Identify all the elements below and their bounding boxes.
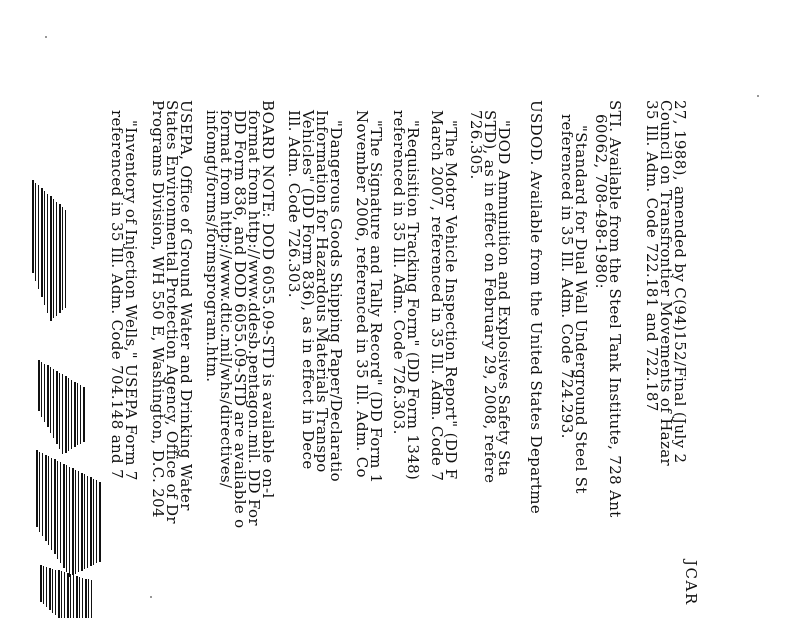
stamp-bar <box>44 364 45 422</box>
stamp-bar <box>64 572 65 618</box>
stamp-bar <box>47 365 49 427</box>
stamp-bar <box>99 482 101 562</box>
stamp-bar <box>50 367 51 433</box>
text-line: 35 Ill. Adm. Code 722.181 and 722.187 <box>643 100 661 412</box>
barcode-stamp-icon <box>0 0 120 618</box>
stamp-bar <box>65 376 67 452</box>
stamp-bar <box>41 362 42 417</box>
stamp-bar <box>72 468 74 575</box>
stamp-bar <box>91 580 92 618</box>
scan-speck <box>45 36 47 38</box>
stamp-bar <box>56 202 57 316</box>
text-line: "Standard for Dual Wall Underground Steel St <box>572 125 590 494</box>
stamp-bar <box>49 568 51 610</box>
stamp-bar <box>76 576 78 618</box>
text-line: March 2007, referenced in 35 Ill. Adm. Code 7 <box>428 110 446 482</box>
stamp-bar <box>40 565 42 602</box>
stamp-bar <box>71 380 72 449</box>
text-line: Ill. Adm. Code 726.303. <box>285 110 303 298</box>
stamp-bar <box>70 574 71 618</box>
stamp-bar <box>43 566 44 605</box>
stamp-bar <box>81 473 83 571</box>
stamp-bar <box>67 573 69 618</box>
stamp-bar <box>83 387 85 442</box>
stamp-bar <box>48 456 49 545</box>
text-line: Programs Division, WH 550 E, Washington, D.C. 204 <box>149 100 167 518</box>
stamp-bar <box>68 378 69 451</box>
stamp-bar <box>56 371 58 444</box>
stamp-bar <box>74 382 76 448</box>
stamp-bar <box>44 191 45 305</box>
text-line: "Requisition Tracking Form" (DD Form 1348) <box>404 120 422 481</box>
text-line: referenced in 35 Ill. Adm. Code 726.303. <box>390 110 408 435</box>
stamp-bar <box>57 461 58 559</box>
stamp-bar <box>35 183 36 281</box>
text-line: STI. Available from the Steel Tank Institute, 728 Ant <box>606 100 624 518</box>
stamp-bar <box>42 453 43 536</box>
text-line: Information for Hazardous Materials Transpo <box>313 110 331 473</box>
text-line: "Inventory of Injection Wells," USEPA Form 7 <box>122 120 140 481</box>
stamp-bar <box>63 464 65 568</box>
text-line: 726.305. <box>467 110 485 180</box>
stamp-bar <box>93 479 94 565</box>
stamp-bar <box>75 470 76 574</box>
stamp-bar <box>59 204 61 313</box>
stamp-bar <box>45 455 47 541</box>
text-line: Vehicles" (DD Form 836), as in effect in Dece <box>299 110 317 470</box>
text-line: USDOD. Available from the United States Departme <box>527 100 545 515</box>
stamp-bar <box>53 199 54 319</box>
stamp-bar <box>52 569 53 613</box>
text-line: referenced in 35 Ill. Adm. Code 724.293. <box>558 114 576 439</box>
stamp-bar <box>39 452 40 532</box>
stamp-bar <box>69 467 70 577</box>
stamp-bar <box>53 369 54 438</box>
stamp-bar <box>62 207 63 310</box>
text-line: November 2006, referenced in 35 Ill. Adm. Co <box>353 110 371 478</box>
text-line: "The Signature and Tally Record" (DD Form 1 <box>367 120 385 484</box>
rotated-text-block <box>108 0 700 618</box>
stamp-bar <box>46 567 47 607</box>
stamp-bar <box>47 194 48 314</box>
stamp-bar <box>88 579 89 618</box>
scan-speck <box>757 95 759 97</box>
text-line: DD Form 836, and DOD 6055.09-STD are available o <box>231 110 249 529</box>
stamp-bar <box>54 459 56 554</box>
stamp-bar <box>51 458 52 550</box>
text-line: 27, 1988), amended by C(94)152/Final (July 2 <box>671 100 689 464</box>
stamp-bar <box>32 180 34 273</box>
stamp-bar <box>77 383 78 445</box>
running-head: JCAR <box>682 560 700 606</box>
stamp-bar <box>66 465 67 572</box>
stamp-bar <box>55 570 56 616</box>
stamp-bar <box>82 578 83 618</box>
text-line: STD), as in effect on February 29, 2008, refere <box>481 110 499 484</box>
stamp-bar <box>65 210 66 308</box>
stamp-bar <box>96 480 97 563</box>
scan-speck <box>150 596 152 598</box>
text-line: Council on Transfrontier Movements of Hazar <box>657 100 675 467</box>
text-line: 60062, 708-498-1980: <box>592 114 610 289</box>
text-line: "The Motor Vehicle Inspection Report" (DD F <box>442 120 460 480</box>
stamp-bar <box>80 385 81 443</box>
stamp-bar <box>38 185 39 288</box>
text-line: "DOD Ammunition and Explosives Safety Sta <box>495 120 513 477</box>
stamp-bar <box>85 579 87 618</box>
text-line: BOARD NOTE: DOD 6055.09-STD is available on-l <box>259 100 277 499</box>
stamp-bar <box>61 571 62 618</box>
text-line: format from http://www.ddesb.pentagon.mil. DD For <box>245 110 263 526</box>
stamp-bar <box>36 450 38 527</box>
stamp-bar <box>41 188 43 297</box>
stamp-bar <box>90 477 92 566</box>
stamp-bar <box>38 360 40 411</box>
stamp-bar <box>78 471 79 572</box>
text-line: States Environmental Protection Agency, Office of Dr <box>163 100 181 524</box>
text-line: format from http://www.dtic.mil/whs/directives/ <box>217 110 235 489</box>
stamp-bar <box>59 373 60 449</box>
stamp-bar <box>79 577 80 618</box>
text-line: infomgt/forms/formsprogram.htm. <box>203 110 221 383</box>
stamp-bar <box>73 575 74 618</box>
stamp-bar <box>58 570 60 618</box>
text-line: USEPA, Office of Ground Water and Drinking Water <box>177 100 195 511</box>
stamp-bar <box>87 476 88 568</box>
stamp-bar <box>84 474 85 569</box>
text-line: "Dangerous Goods Shipping Paper/Declaratio <box>327 120 345 482</box>
stamp-bar <box>60 462 61 563</box>
stamp-bar <box>50 196 52 321</box>
text-line: referenced in 35 Ill. Adm. Code 704.148 and 7 <box>108 110 126 479</box>
stamp-bar <box>62 374 63 454</box>
